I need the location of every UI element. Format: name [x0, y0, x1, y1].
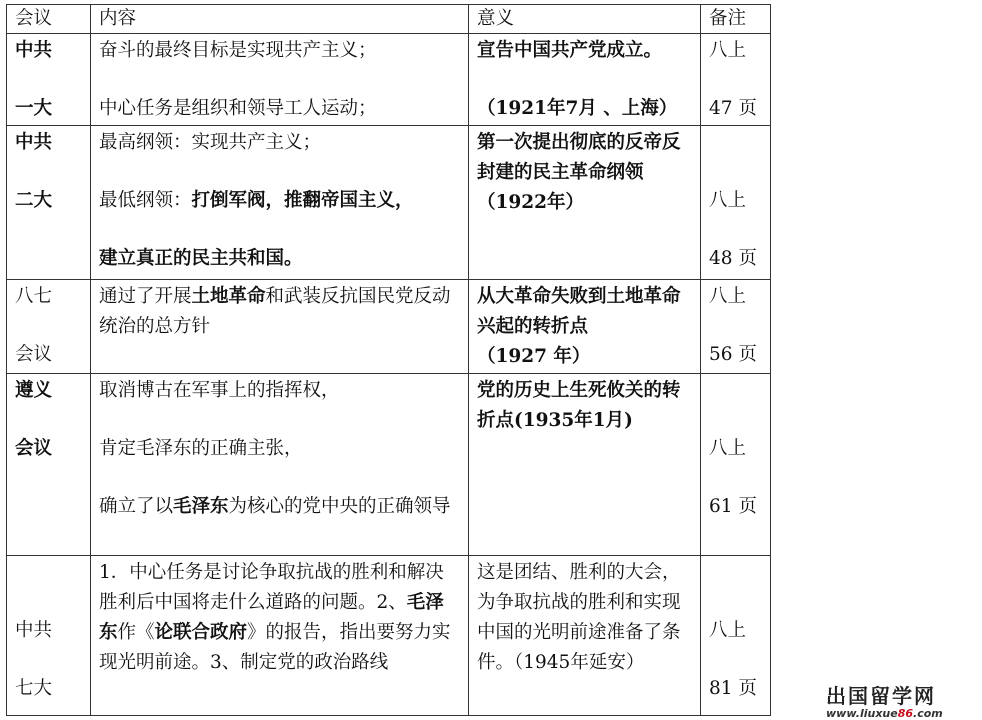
note-cell [701, 126, 771, 280]
watermark-url [826, 707, 943, 720]
meeting-cell [7, 280, 91, 374]
content-text: 作《 [117, 622, 155, 643]
note-book: 八上 [709, 40, 747, 61]
content-text [99, 186, 460, 216]
content-bold: 建立真正的民主共和国。 [99, 248, 303, 269]
meaning-date: （1921年7月 、上海） [477, 98, 678, 119]
watermark-url-part: .com [913, 707, 943, 720]
content-text: 和武装反抗国民党反动统治的总方针 [99, 286, 451, 337]
content-text: 中心任务是组织和领导工人运动； [99, 98, 377, 119]
meaning-text: 宣告中国共产党成立。 [477, 40, 663, 61]
table-header-row [7, 5, 771, 34]
note-book: 八上 [709, 286, 747, 307]
watermark-url-part: www.liuxue [826, 707, 898, 720]
content-text: 确立了以 [99, 496, 174, 517]
meeting-name-line1: 中共 [15, 132, 53, 153]
note-book: 八上 [709, 620, 747, 641]
meaning-text: 第一次提出彻底的反帝反封建的民主革命纲领 （1922年） [477, 132, 681, 213]
note-cell [701, 280, 771, 374]
meeting-name-line1: 八七 [15, 286, 53, 307]
content-bold: 论联合政府 [154, 622, 248, 643]
meaning-text: 从大革命失败到土地革命兴起的转折点 [477, 286, 681, 337]
content-text: 最高纲领：实现共产主义； [99, 132, 322, 153]
meeting-cell [7, 374, 91, 556]
watermark-title: 出国留学网 [826, 684, 936, 708]
content-text: 取消博古在军事上的指挥权， [99, 380, 340, 401]
header-content: 内容 [91, 5, 469, 34]
note-page: 48 页 [709, 248, 757, 269]
content-text: 通过了开展 [99, 286, 192, 307]
meeting-name-line1: 中共 [15, 40, 53, 61]
content-cell [91, 556, 469, 716]
content-bold: 打倒军阀，推翻帝国主义， [191, 190, 414, 211]
meetings-table [6, 4, 771, 716]
content-text: 为核心的党中央的正确领导 [228, 496, 451, 517]
watermark-url-number: 86 [897, 707, 914, 720]
header-note: 备注 [701, 5, 771, 34]
content-text [99, 492, 460, 522]
meaning-cell [469, 280, 701, 374]
note-cell [701, 374, 771, 556]
content-cell [91, 34, 469, 126]
content-text: 肯定毛泽东的正确主张， [99, 438, 303, 459]
site-watermark [826, 680, 943, 720]
meeting-cell [7, 556, 91, 716]
content-bold: 毛泽东 [173, 496, 229, 517]
content-text [99, 282, 460, 342]
content-text: 最低纲领： [99, 190, 192, 211]
meeting-cell [7, 34, 91, 126]
note-cell [701, 556, 771, 716]
meaning-date: （1927 年） [477, 346, 591, 367]
meeting-name-line2: 会议 [15, 438, 53, 459]
note-book: 八上 [709, 438, 747, 459]
table-row [7, 126, 771, 280]
meaning-cell [469, 374, 701, 556]
note-cell [701, 34, 771, 126]
table-row [7, 280, 771, 374]
meeting-name-line1: 遵义 [15, 380, 53, 401]
table-row [7, 374, 771, 556]
note-book: 八上 [709, 190, 747, 211]
meaning-text: 党的历史上生死攸关的转折点(1935年1月) [477, 380, 681, 431]
note-page: 61 页 [709, 496, 757, 517]
meaning-cell [469, 126, 701, 280]
content-cell [91, 126, 469, 280]
meeting-name-line2: 会议 [15, 344, 53, 365]
content-cell [91, 374, 469, 556]
meeting-name-line2: 一大 [15, 98, 53, 119]
meeting-name-line2: 二大 [15, 190, 53, 211]
meeting-name-line2: 七大 [15, 678, 53, 699]
header-meeting: 会议 [7, 5, 91, 34]
header-meaning: 意义 [469, 5, 701, 34]
table-row [7, 556, 771, 716]
note-page: 56 页 [709, 344, 757, 365]
meaning-cell [469, 34, 701, 126]
content-bold: 毛泽东 [99, 592, 444, 643]
content-cell [91, 280, 469, 374]
content-text [99, 558, 460, 678]
content-text: 》的报告，指出要努力实现光明前途。3、制定党的政治路线 [99, 622, 451, 673]
meaning-cell [469, 556, 701, 716]
meeting-name-line1: 中共 [15, 620, 53, 641]
content-text: 1．中心任务是讨论争取抗战的胜利和解决胜利后中国将走什么道路的问题。2、 [99, 562, 444, 613]
table-row [7, 34, 771, 126]
note-page: 81 页 [709, 678, 757, 699]
note-page: 47 页 [709, 98, 757, 119]
meaning-text: 这是团结、胜利的大会，为争取抗战的胜利和实现中国的光明前途准备了条件。（1945年延安） [477, 562, 681, 673]
meeting-cell [7, 126, 91, 280]
content-bold: 土地革命 [191, 286, 266, 307]
content-text: 奋斗的最终目标是实现共产主义； [99, 40, 377, 61]
